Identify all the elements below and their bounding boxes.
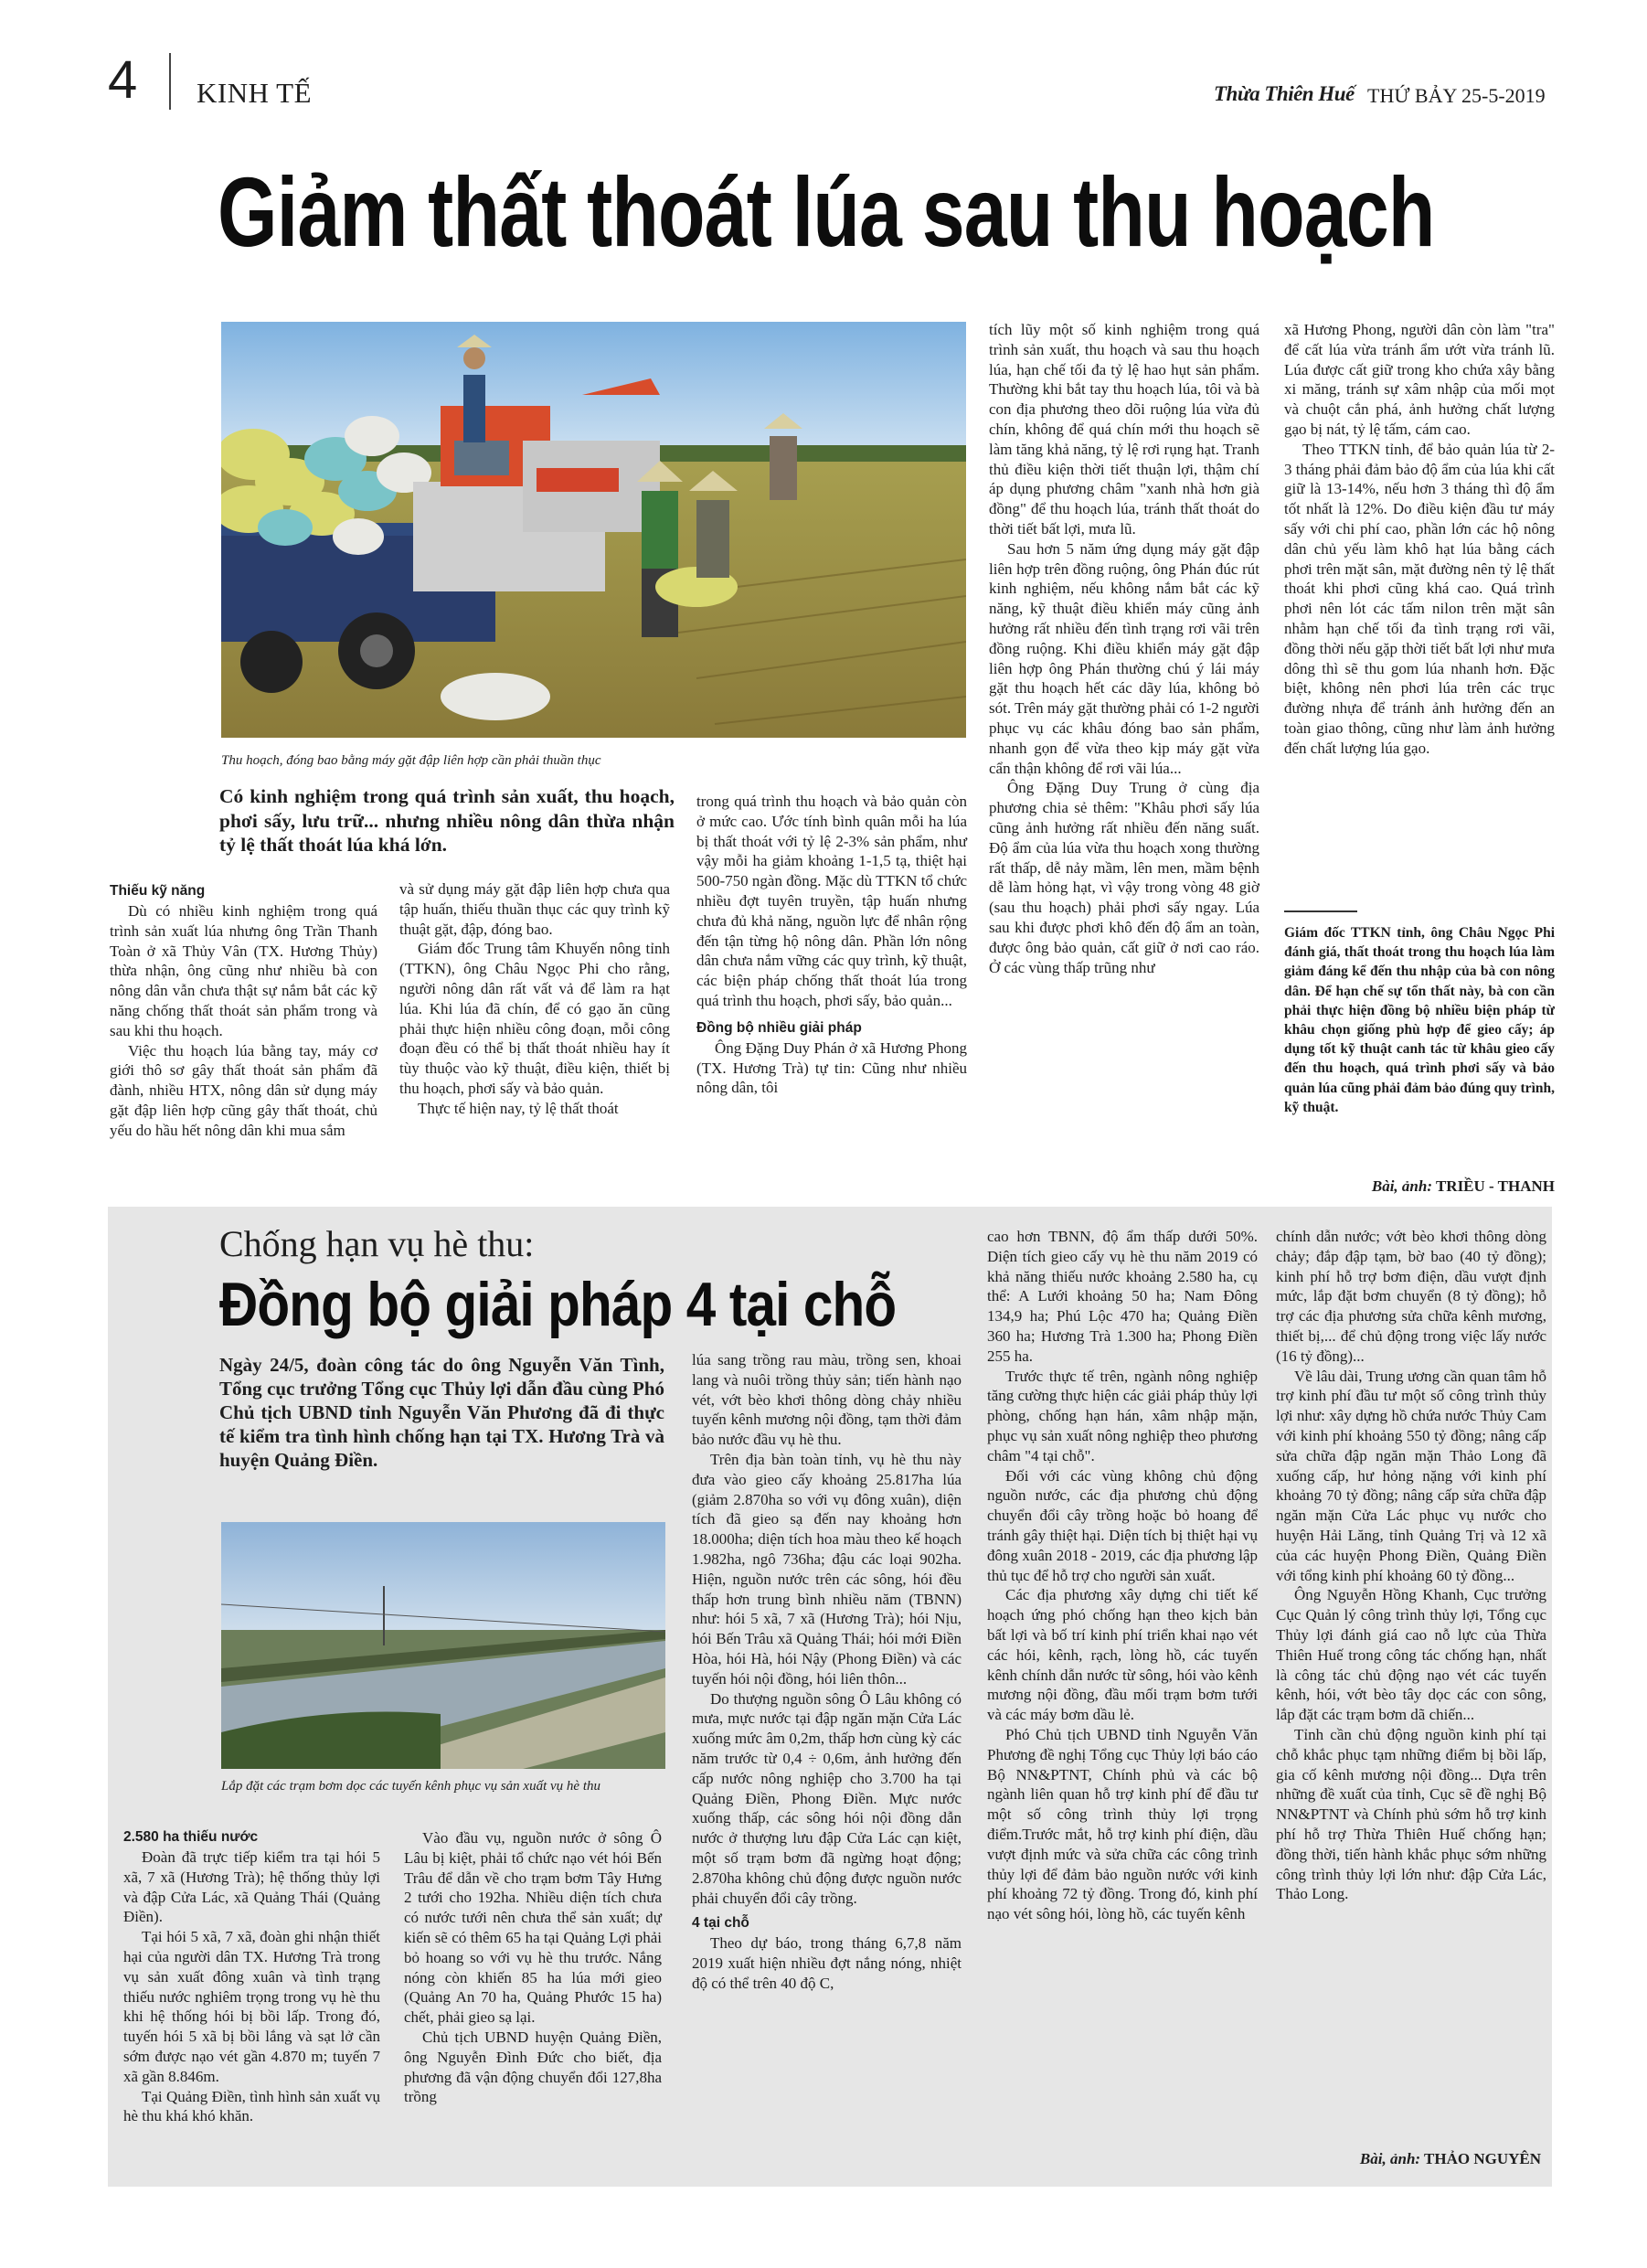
byline-name: TRIỀU - THANH — [1435, 1177, 1555, 1195]
article1-column-1 — [110, 879, 377, 1141]
article1-paragraph: tích lũy một số kinh nghiệm trong quá trình sản xuất, thu hoạch và sau thu hoạch lúa, hạn chế tối đa tỷ lệ hao hụt sản phẩm. Thường khi bắt tay thu hoạch lúa, tôi và bà con địa phương theo dõi ruộng lúa vừa đủ chín, không để quá chín mới thu hoạch sẽ làm tăng khả năng, tỷ lệ rơi rụng hạt. Tranh thủ điều kiện thời tiết thuận lợi, thậm chí áp dụng phương châm "xanh nhà hơn già đồng" để thu hoạch lúa, tránh thất thoát do thời tiết bất lợi, mưa lũ. — [989, 321, 1259, 538]
byline-label: Bài, ảnh: — [1371, 1177, 1432, 1195]
article2-headline: Đồng bộ giải pháp 4 tại chỗ — [219, 1270, 897, 1339]
article2-photo-caption: Lắp đặt các trạm bơm dọc các tuyến kênh phục vụ sản xuất vụ hè thu — [221, 1779, 600, 1794]
article2-column-1 — [123, 1826, 380, 2126]
article1-subhead-1: Thiếu kỹ năng — [110, 883, 206, 899]
article1-lead: Có kinh nghiệm trong quá trình sản xuất, thu hoạch, phơi sấy, lưu trữ... nhưng nhiều nông dân thừa nhận tỷ lệ thất thoát lúa khá lớn. — [219, 785, 675, 856]
article2-paragraph: chính dẫn nước; vớt bèo khơi thông dòng chảy; đắp đập tạm, bờ bao (40 tỷ đồng); kinh phí hỗ trợ bơm điện, dầu vượt định mức, lắp đặt bơm chuyển (8 tỷ đồng); hỗ trợ các địa phương sửa chữa kênh mương, thiết bị,... để chủ động trong việc lấy nước (16 tỷ đồng)... — [1276, 1228, 1546, 1365]
article2-paragraph: Theo dự báo, trong tháng 6,7,8 năm 2019 xuất hiện nhiều đợt nắng nóng, nhiệt độ có thể trên 40 độ C, — [692, 1934, 962, 1992]
article1-paragraph: Sau hơn 5 năm ứng dụng máy gặt đập liên hợp trên đồng ruộng, ông Phán đúc rút kinh nghiệm, nếu không nắm bắt các kỹ năng, kỹ thuật điều khiển máy cũng ảnh hưởng rất nhiều đến tình trạng rơi vãi trên đồng ruộng. Khi điều khiển máy gặt đập liên hợp ông Phán thường chú ý lái máy gặt thu hoạch hết các dãy lúa, không bỏ sót. Trên máy gặt thường phải có 1-2 người phục vụ các khâu đóng bao sản phẩm, nhanh gọn để vừa theo kịp máy gặt vừa cẩn thận không để rơi vãi lúa... — [989, 539, 1259, 777]
article1-paragraph: xã Hương Phong, người dân còn làm "tra" để cất lúa vừa tránh ẩm ướt vừa tránh lũ. Lúa được cất giữ trong kho chứa xây bằng xi măng, tránh sự xâm nhập của mối mọt và chuột cắn phá, ảnh hưởng chất lượng gạo bị nát, tỷ lệ tấm, cám cao. — [1284, 321, 1555, 438]
article2-subhead-2: 4 tại chỗ — [692, 1915, 749, 1932]
article2-paragraph: Chủ tịch UBND huyện Quảng Điền, ông Nguyễn Đình Đức cho biết, địa phương đã vận động chuyển đổi 127,8ha trồng — [404, 2028, 662, 2106]
article2-paragraph: lúa sang trồng rau màu, trồng sen, khoai lang và nuôi trồng thủy sản; tiến hành nạo vét, vớt bèo khơi thông dòng chảy nhiều tuyến kênh mương nội đồng, tạm thời đảm bảo nước đầu vụ hè thu. — [692, 1351, 962, 1449]
article2-paragraph: Đối với các vùng không chủ động nguồn nước, các địa phương chủ động chuyển đổi cây trồng hoặc bỏ hoang để tránh gây thiệt hại. Diện tích bị thiệt hại vụ đông xuân 2018 - 2019, các địa phương lập thủ tục để hỗ trợ cho người sản xuất. — [987, 1466, 1258, 1584]
article1-paragraph: và sử dụng máy gặt đập liên hợp chưa qua tập huấn, thiếu thuần thục các quy trình kỹ thuật gặt, đập, đóng bao. — [399, 880, 670, 938]
article2-lead: Ngày 24/5, đoàn công tác do ông Nguyễn Văn Tình, Tổng cục trưởng Tổng cục Thủy lợi dẫn đầu cùng Phó Chủ tịch UBND tỉnh Nguyễn Văn Phương đã đi thực tế kiểm tra tình hình chống hạn tại TX. Hương Trà và huyện Quảng Điền. — [219, 1354, 664, 1471]
article2-byline — [1276, 2150, 1541, 2168]
article1-paragraph: Ông Đặng Duy Trung ở cùng địa phương chia sẻ thêm: "Khâu phơi sấy lúa cũng ảnh hưởng rất nhiều đến năng suất. Độ ẩm của lúa vừa thu hoạch xong thường rất thấp, dễ nảy mầm, lên men, mầm bệnh dễ làm hỏng hạt, vì vậy trong vòng 48 giờ (sau thu hoạch) phải phơi sấy ngay. Lúa sau khi được phơi khô đến độ ẩm an toàn, được ông bảo quản, cất giữ ở nơi cao ráo. Ở các vùng thấp trũng như — [989, 779, 1259, 976]
section-title: KINH TẾ — [197, 77, 313, 109]
article1-paragraph: Việc thu hoạch lúa bằng tay, máy cơ giới thô sơ gây thất thoát sản phẩm đã đành, nhiều HTX, nông dân sử dụng máy gặt đập liên hợp cũng gây thất thoát, chủ yếu do hầu hết nông dân khi mua sắm — [110, 1041, 377, 1139]
paper-name: Thừa Thiên Huế — [1214, 82, 1355, 105]
article2-paragraph: Các địa phương xây dựng chi tiết kế hoạch ứng phó chống hạn theo kịch bản bất lợi và bố trí kinh phí triển khai nạo vét các hói, kênh, rạch, lòng hồ, các tuyến kênh chính dẫn nước từ sông, hói vào kênh mương nội đồng, đầu mối trạm bơm tưới và các máy bơm dầu lẻ. — [987, 1586, 1258, 1724]
page-number: 4 — [108, 50, 138, 110]
byline-label: Bài, ảnh: — [1359, 2150, 1421, 2167]
boxed-divider — [1284, 910, 1357, 912]
article1-headline: Giảm thất thoát lúa sau thu hoạch — [218, 156, 1435, 267]
article1-photo-caption: Thu hoạch, đóng bao bằng máy gặt đập liên hợp cần phải thuần thục — [221, 753, 601, 768]
article1-paragraph: Thực tế hiện nay, tỷ lệ thất thoát — [418, 1099, 619, 1117]
article2-paragraph: Vào đầu vụ, nguồn nước ở sông Ô Lâu bị kiệt, phải tổ chức nạo vét hói Bến Trâu để dẫn về cho trạm bơm Tây Hưng 2 tưới cho 192ha. Nhiều diện tích chưa có nước tưới nên chưa thể sản xuất; dự kiến sẽ có thêm 65 ha tại Quảng Lợi phải bỏ hoang so với vụ hè thu trước. Nắng nóng còn khiến 85 ha lúa mới gieo (Quảng An 70 ha, Quảng Phước 15 ha) chết, phải gieo sạ lại. — [404, 1829, 662, 2027]
article2-column-2 — [404, 1828, 662, 2107]
article2-column-5 — [1276, 1227, 1546, 1904]
article2-column-4 — [987, 1227, 1258, 1924]
article2-paragraph: Phó Chủ tịch UBND tỉnh Nguyễn Văn Phương đề nghị Tổng cục Thủy lợi báo cáo Bộ NN&PTNT, Chính phủ và các bộ ngành liên quan hỗ trợ kinh phí để đầu tư một số công trình thủy lợi trọng điểm.Trước mắt, hỗ trợ kinh phí điện, dầu vượt định mức và sửa chữa các công trình thủy lợi để đảm bảo nguồn nước với kinh phí khoảng 72 tỷ đồng. Trong đó, kinh phí nạo vét sông hói, lòng hồ, các tuyến kênh — [987, 1725, 1258, 1923]
article2-paragraph: Tại Quảng Điền, tình hình sản xuất vụ hè thu khá khó khăn. — [123, 2087, 380, 2125]
article1-column-4 — [989, 320, 1259, 977]
article1-photo — [221, 322, 966, 738]
article2-photo — [221, 1522, 665, 1769]
article2-paragraph: Về lâu dài, Trung ương cần quan tâm hỗ trợ kinh phí đầu tư một số công trình thủy lợi như: xây dựng hồ chứa nước Thủy Cam với kinh phí khoảng 550 tỷ đồng; nâng cấp sửa chữa đập ngăn mặn Thảo Long đã xuống cấp, hư hỏng nặng với kinh phí khoảng 70 tỷ đồng; nâng cấp sửa chữa đập ngăn mặn Cửa Lác phục vụ nước cho huyện Hải Lăng, tỉnh Quảng Trị và 12 xã của các huyện Phong Điền, Quảng Điền với tổng kinh phí khoảng 60 tỷ đồng... — [1276, 1367, 1546, 1584]
article1-paragraph: Dù có nhiều kinh nghiệm trong quá trình sản xuất lúa nhưng ông Trần Thanh Toàn ở xã Thủy Vân (TX. Hương Thủy) thừa nhận, ông cũng như nhiều bà con nông dân vẫn chưa thật sự nắm bắt các kỹ năng chống thất thoát sản phẩm trong và sau khi thu hoạch. — [110, 902, 377, 1039]
article2-paragraph: Tỉnh cần chủ động nguồn kinh phí tại chỗ khắc phục tạm những điểm bị bồi lấp, gia cố kênh mương nội đồng... Dựa trên những đề xuất của tỉnh, Cục sẽ đề nghị Bộ NN&PTNT và Chính phủ sớm hỗ trợ kinh phí hỗ trợ Thừa Thiên Huế chống hạn; đồng thời, tiến hành khắc phục sớm những công trình thủy lợi lớn như: đập Cửa Lác, Thảo Long. — [1276, 1725, 1546, 1903]
article1-paragraph: trong quá trình thu hoạch và bảo quản còn ở mức cao. Ước tính bình quân mỗi ha lúa bị thất thoát với tỷ lệ 2-3% sản phẩm, như vậy mỗi ha giảm khoảng 1-1,5 tạ, thiệt hại 500-750 ngàn đồng. Mặc dù TTKN tổ chức nhiều đợt tuyên truyền, tập huấn nhưng chưa đủ khả năng, nguồn lực để nhân rộng đến tận từng hộ nông dân. Phần lớn nông dân chưa nắm vững các quy trình, kỹ thuật, các biện pháp chống thất thoát lúa trong quá trình thu hoạch, phơi sấy, bảo quản... — [696, 793, 967, 1009]
article2-paragraph: Đoàn đã trực tiếp kiểm tra tại hói 5 xã, 7 xã (Hương Trà); hệ thống thủy lợi và đập Cửa Lác, xã Quảng Thái (Quảng Điền). — [123, 1848, 380, 1926]
article2-kicker: Chống hạn vụ hè thu: — [219, 1223, 535, 1264]
article1-byline — [1284, 1177, 1555, 1196]
article2-subhead-1: 2.580 ha thiếu nước — [123, 1829, 259, 1845]
article1-paragraph: Theo TTKN tỉnh, để bảo quản lúa từ 2- 3 tháng phải đảm bảo độ ẩm của lúa khi cất giữ là 13-14%, nếu hơn 3 tháng thì độ ẩm tốt nhất là 12%. Do điều kiện đầu tư máy sấy với chi phí cao, phần lớn các hộ nông dân chủ yếu làm khô hạt lúa bằng cách phơi trên mặt sân, mặt đường nên tỷ lệ thất thoát khi phơi cũng khá cao. Quá trình phơi nên lót các tấm nilon trên mặt sân nhằm hạn chế tối đa tình trạng rơi vãi, đồng thời nếu gặp thời tiết bất lợi như mưa dông thì sẽ thu gom lúa nhanh hơn. Đặc biệt, không nên phơi lúa trên các trục đường nhựa để tránh ảnh hưởng đến an toàn giao thông, cũng như làm ảnh hưởng đến chất lượng lúa gạo. — [1284, 440, 1555, 757]
article1-paragraph: Ông Đặng Duy Phán ở xã Hương Phong (TX. Hương Trà) tự tin: Cũng như nhiều nông dân, tôi — [696, 1038, 967, 1097]
article2-paragraph: Trên địa bàn toàn tỉnh, vụ hè thu này đưa vào gieo cấy khoảng 25.817ha lúa (giảm 2.870ha so với vụ đông xuân), diện tích đã gieo sạ đến nay khoảng hơn 18.000ha; diện tích hoa màu theo kế hoạch 1.982ha, ngô 736ha; đậu các loại 902ha. Hiện, nguồn nước trên các sông, hói đều thấp hơn trung bình nhiều năm (TBNN) như: hói 5 xã, 7 xã (Hương Trà); hói Nịu, hói Bến Trâu xã Quảng Thái; hói mới Điền Hòa, hói Hà, hói Nậy (Phong Điền) và các tuyến hói nội đồng, hói liên thôn... — [692, 1450, 962, 1688]
article1-subhead-2: Đồng bộ nhiều giải pháp — [696, 1019, 862, 1036]
article1-column-5 — [1284, 320, 1555, 759]
article1-column-3 — [696, 792, 967, 1098]
article1-column-2 — [399, 879, 670, 1119]
article2-paragraph: Trước thực tế trên, ngành nông nghiệp tăng cường thực hiện các giải pháp thủy lợi phòng, chống hạn hán, xâm nhập mặn, phục vụ sản xuất nông nghiệp theo phương châm "4 tại chỗ". — [987, 1367, 1258, 1464]
article2-paragraph: Do thượng nguồn sông Ô Lâu không có mưa, mực nước tại đập ngăn mặn Cửa Lác xuống mức âm 0,2m, thấp hơn cùng kỳ các năm trước từ 0,4 ÷ 0,6m, ảnh hưởng đến cấp nước nông nghiệp cho 3.700 ha tại Quảng Điền, Phong Điền. Mực nước xuống thấp, các sông hói nội đồng dẫn nước ở thượng lưu đập Cửa Lác cạn kiệt, một số trạm bơm đã ngừng hoạt động; 2.870ha không chủ động được nguồn nước phải chuyển đổi cây trồng. — [692, 1689, 962, 1907]
article2-paragraph: Ông Nguyễn Hồng Khanh, Cục trưởng Cục Quản lý công trình thủy lợi, Tổng cục Thủy lợi đánh giá cao nỗ lực của Thừa Thiên Huế trong công tác chống hạn, nhất là công tác chủ động nạo vét các tuyến kênh, hói, vớt bèo tây dọc các con sông, lắp đặt các trạm bơm dã chiến... — [1276, 1586, 1546, 1724]
article2-paragraph: cao hơn TBNN, độ ẩm thấp dưới 50%. Diện tích gieo cấy vụ hè thu năm 2019 có khả năng thiếu nước khoảng 2.580 ha, cụ thể: A Lưới khoảng 50 ha; Nam Đông 134,9 ha; Phú Lộc 470 ha; Quảng Điền 360 ha; Hương Trà 1.300 ha; Phong Điền 255 ha. — [987, 1228, 1258, 1365]
article2-column-3 — [692, 1350, 962, 1994]
article1-boxed-quote: Giám đốc TTKN tỉnh, ông Châu Ngọc Phi đánh giá, thất thoát trong thu hoạch lúa làm giảm đáng kể đến thu nhập của bà con nông dân. Để hạn chế sự tổn thất này, bà con cần phải thực hiện đồng bộ nhiều biện pháp từ khâu chọn giống phù hợp để gieo cấy; áp dụng tốt kỹ thuật canh tác từ khâu gieo cấy đến thu hoạch, quá trình phơi sấy và bảo quản lúa cũng phải đảm bảo đúng quy trình, kỹ thuật. — [1284, 925, 1555, 1115]
byline-name: THẢO NGUYÊN — [1424, 2150, 1541, 2167]
article2-paragraph: Tại hói 5 xã, 7 xã, đoàn ghi nhận thiết hại của người dân TX. Hương Trà trong vụ sản xuất đông xuân và tình trạng thiếu nước nghiêm trọng trong vụ hè thu khi hệ thống hói bị bồi lấp. Trong đó, tuyến hói 5 xã bị bồi lắng và sạt lở cần sớm được nạo vét gần 4.870 m; tuyến 7 xã gần 8.846m. — [123, 1928, 380, 2085]
header-divider — [169, 53, 171, 110]
article1-paragraph: Giám đốc Trung tâm Khuyến nông tỉnh (TTKN), ông Châu Ngọc Phi cho rằng, người nông dân rất vất vả để làm ra hạt lúa. Khi lúa đã chín, để có gạo ăn cũng phải thực hiện nhiều công đoạn, mỗi công đoạn đều có thể bị thất thoát nhiều hay ít tùy thuộc vào kỹ thuật, điều kiện, thiết bị thu hoạch, phơi sấy và bảo quản. — [399, 940, 670, 1097]
issue-date: THỨ BẢY 25-5-2019 — [1367, 84, 1546, 107]
